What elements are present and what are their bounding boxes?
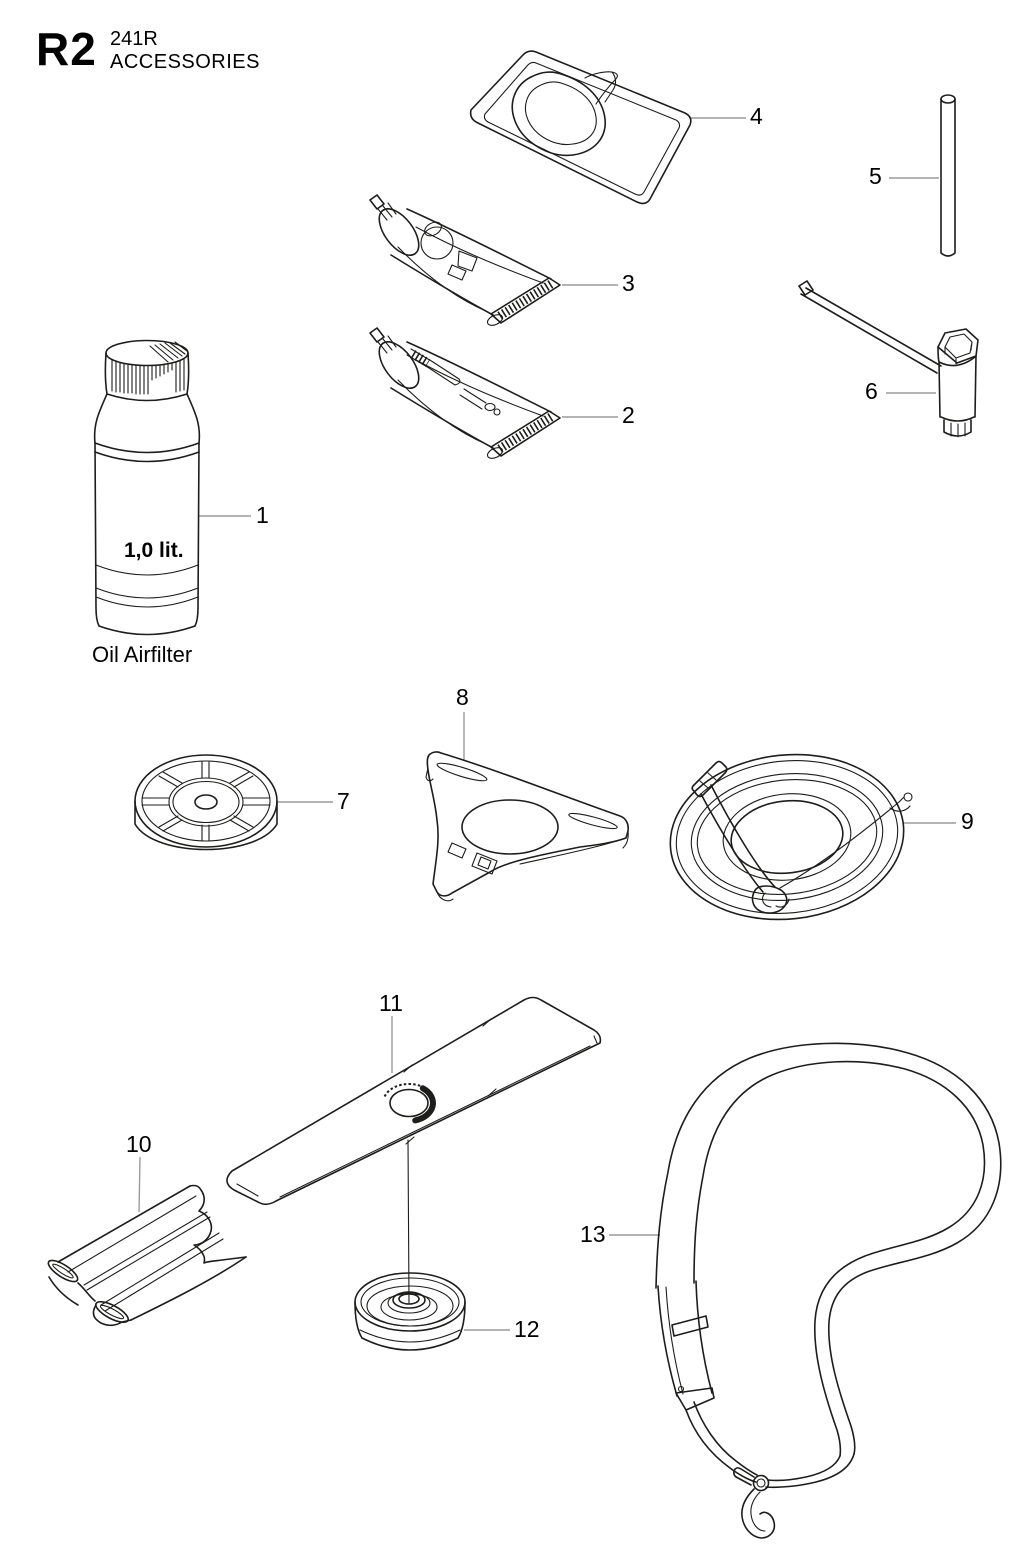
part-ref-2: 2 bbox=[622, 402, 635, 428]
file-rod-drawing bbox=[941, 95, 955, 256]
part-ref-12: 12 bbox=[514, 1316, 540, 1342]
model-number: 241R bbox=[110, 28, 158, 50]
part-ref-5: 5 bbox=[869, 163, 882, 189]
page-title: ACCESSORIES bbox=[110, 51, 260, 73]
support-cup-drawing bbox=[135, 755, 277, 850]
blade-guard-drawing bbox=[426, 752, 628, 901]
part-ref-6: 6 bbox=[865, 378, 878, 404]
grease-tube-upper-drawing bbox=[370, 195, 560, 327]
bottle-caption: Oil Airfilter bbox=[92, 642, 193, 667]
bottle-volume-label: 1,0 lit. bbox=[124, 539, 184, 562]
leader-lines bbox=[139, 118, 956, 1330]
grass-blade-drawing bbox=[227, 998, 600, 1304]
part-ref-10: 10 bbox=[126, 1131, 152, 1157]
part-ref-7: 7 bbox=[337, 788, 350, 814]
support-flange-drawing bbox=[355, 1273, 465, 1350]
storage-bag-drawing bbox=[471, 51, 691, 203]
part-ref-3: 3 bbox=[622, 270, 635, 296]
socket-wrench-drawing bbox=[799, 281, 978, 437]
part-ref-8: 8 bbox=[456, 684, 469, 710]
part-ref-9: 9 bbox=[961, 808, 974, 834]
grease-tube-lower-drawing bbox=[370, 328, 560, 460]
part-ref-4: 4 bbox=[750, 103, 763, 129]
oil-bottle-drawing bbox=[95, 341, 200, 635]
part-ref-13: 13 bbox=[580, 1221, 606, 1247]
harness-strap-drawing bbox=[656, 1043, 1001, 1538]
transport-guard-drawing bbox=[45, 1186, 246, 1327]
part-ref-11: 11 bbox=[379, 990, 403, 1016]
part-ref-1: 1 bbox=[256, 502, 269, 528]
section-code: R2 bbox=[36, 23, 97, 75]
trimmer-line-coil-drawing bbox=[662, 743, 912, 931]
